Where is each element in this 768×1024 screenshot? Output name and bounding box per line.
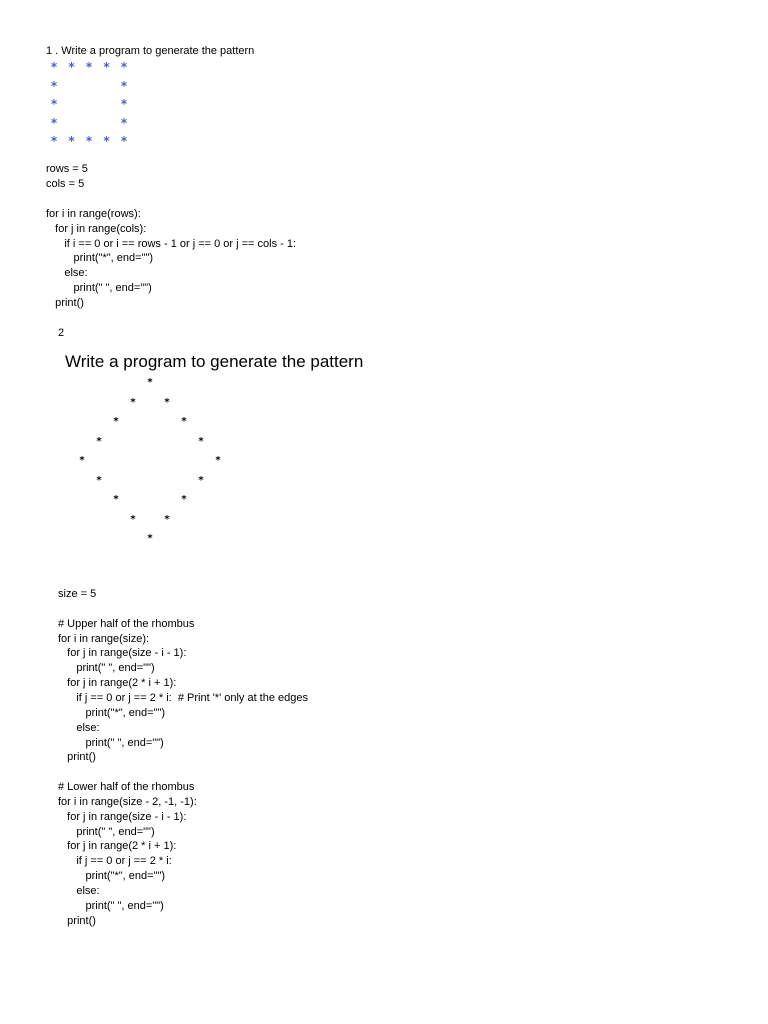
pattern-star: * bbox=[181, 416, 187, 427]
pattern-star: * bbox=[113, 494, 119, 505]
code-line: if j == 0 or j == 2 * i: bbox=[58, 855, 172, 868]
code-line: # Upper half of the rhombus bbox=[58, 617, 195, 630]
pattern-star: * bbox=[68, 134, 75, 148]
pattern-star: * bbox=[181, 494, 187, 505]
pattern-star: * bbox=[85, 60, 93, 74]
pattern-star: * bbox=[120, 115, 128, 130]
code-line: if j == 0 or j == 2 * i: # Print '*' only at the edges bbox=[58, 691, 309, 704]
pattern-star: * bbox=[120, 60, 128, 74]
pattern-star: * bbox=[130, 396, 136, 408]
pattern-star: * bbox=[198, 435, 204, 447]
code-line: print(" ", end="") bbox=[58, 825, 155, 838]
pattern-star: * bbox=[68, 60, 75, 74]
code-line: rows = 5 bbox=[46, 163, 88, 175]
pattern-star: * bbox=[96, 435, 102, 447]
code-line: for i in range(size - 2, -1, -1): bbox=[58, 795, 197, 808]
code-line: else: bbox=[46, 267, 88, 280]
code-line: for i in range(rows): bbox=[46, 207, 141, 220]
pattern-star: * bbox=[50, 60, 58, 74]
code-line: for j in range(cols): bbox=[46, 222, 147, 235]
pattern-star: * bbox=[85, 134, 93, 148]
code-line: for j in range(size - i - 1): bbox=[58, 647, 187, 660]
code-line: size = 5 bbox=[58, 588, 97, 600]
pattern-star: * bbox=[50, 134, 58, 148]
code-line: for j in range(2 * i + 1): bbox=[58, 840, 177, 853]
pattern-star: * bbox=[147, 533, 153, 544]
pattern-star: * bbox=[96, 474, 102, 486]
code-line: print() bbox=[58, 751, 96, 764]
pattern-star: * bbox=[50, 97, 58, 111]
code-line: else: bbox=[58, 885, 100, 897]
code-line: else: bbox=[58, 721, 100, 734]
pattern-star: * bbox=[79, 455, 85, 466]
code-line: # Lower half of the rhombus bbox=[58, 781, 195, 794]
pattern-star: * bbox=[120, 78, 128, 93]
code-line: print("*", end="") bbox=[46, 252, 154, 265]
code-line: print(" ", end="") bbox=[58, 899, 164, 912]
pattern-star: * bbox=[113, 416, 119, 427]
pattern-star: * bbox=[103, 134, 110, 148]
pattern-star: * bbox=[147, 377, 153, 388]
code-line: print(" ", end="") bbox=[58, 736, 164, 749]
pattern-star: * bbox=[164, 513, 170, 525]
section1-heading: 1 . Write a program to generate the pattern bbox=[46, 45, 255, 57]
pattern-star: * bbox=[50, 78, 58, 93]
code-line: print("*", end="") bbox=[58, 870, 166, 883]
pattern-star: * bbox=[130, 513, 136, 525]
pattern-star: * bbox=[198, 474, 204, 486]
pattern-star: * bbox=[103, 60, 110, 74]
section2-number: 2 bbox=[58, 327, 65, 339]
pattern-star: * bbox=[215, 455, 221, 466]
code-line: print("*", end="") bbox=[58, 706, 166, 719]
code-line: if i == 0 or i == rows - 1 or j == 0 or j == cols - 1: bbox=[46, 237, 297, 250]
pattern-star: * bbox=[120, 134, 128, 148]
code-line: print(" ", end="") bbox=[46, 282, 152, 295]
code-line: for j in range(size - i - 1): bbox=[58, 810, 187, 823]
pattern-star: * bbox=[50, 115, 58, 130]
section2-heading: Write a program to generate the pattern bbox=[65, 352, 364, 371]
pattern-star: * bbox=[164, 396, 170, 408]
code-line: print() bbox=[58, 914, 96, 927]
code-line: for i in range(size): bbox=[58, 632, 150, 645]
pattern-star: * bbox=[120, 97, 128, 111]
code-line: cols = 5 bbox=[46, 177, 85, 190]
code-line: print() bbox=[46, 297, 84, 310]
code-line: for j in range(2 * i + 1): bbox=[58, 677, 177, 690]
code-line: print(" ", end="") bbox=[58, 662, 155, 675]
